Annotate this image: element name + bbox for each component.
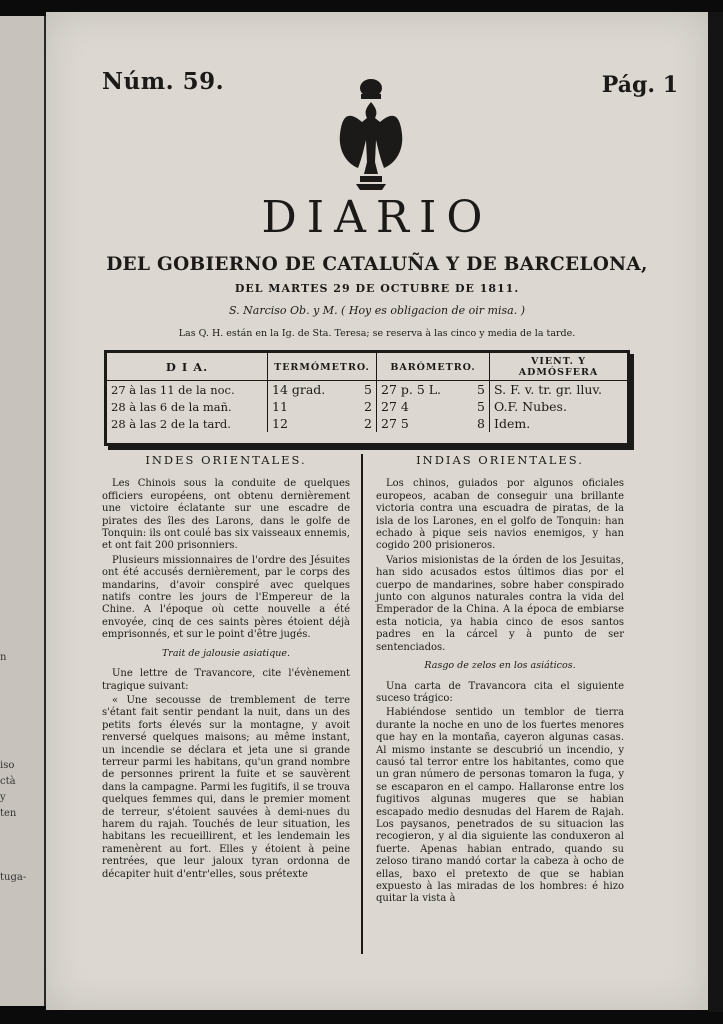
adjacent-page-fragment: ten xyxy=(0,808,17,819)
cell-termometro xyxy=(268,415,377,432)
spanish-heading: INDIAS ORIENTALES. xyxy=(416,453,584,467)
baro-value: 27 p. 5 L. xyxy=(381,382,442,397)
cell-viento: O.F. Nubes. xyxy=(494,399,567,414)
french-paragraph: Une lettre de Travancore, cite l'évènement tragique suivant: xyxy=(102,668,350,692)
cell-dia: 27 à las 11 de la noc. xyxy=(107,381,268,399)
term-fraction: 2 xyxy=(364,399,372,414)
cell-termometro xyxy=(268,398,377,415)
column-divider xyxy=(361,454,363,954)
adjacent-page xyxy=(0,16,46,1006)
spanish-paragraph: Los chinos, guiados por algunos oficiales europeos, acaban de conseguir una brillante victoria contra una escuadra de piratas, de la isla de los Larones, en el golfo de Tonquin: han echado à pique seis navios enemigos, y han cogido 200 prisioneros. xyxy=(376,478,624,552)
eagle-crest-icon xyxy=(336,72,406,200)
issue-number: Núm. 59. xyxy=(102,68,225,95)
adjacent-page-fragment: iso xyxy=(0,760,15,771)
baro-fraction: 5 xyxy=(477,399,485,414)
weather-table xyxy=(104,350,630,446)
term-value: 12 xyxy=(272,416,288,431)
french-paragraph: Plusieurs missionnaires de l'ordre des Jésuites ont été accusés dernièrement, par le corps des mandarins, d'avoir conspiré avec quelques natifs contre les jours de l'Empereur de la Chine. A l'époque où cette nouvelle a été envoyée, cinq de ces saints pères étoient déjà emprisonnés, et sur le point d'être jugés. xyxy=(102,554,350,641)
adjacent-page-fragment: ctà xyxy=(0,776,16,787)
column-header-dia: D I A. xyxy=(107,353,268,381)
french-heading: INDES ORIENTALES. xyxy=(145,453,307,467)
cell-dia: 28 à las 6 de la mañ. xyxy=(107,398,268,415)
spanish-paragraph: Varios misionistas de la órden de los Jesuitas, han sido acusados estos últimos dias por el cuerpo de mandarines, sobre haber conspirado junto con algunos naturales contra la vida del Emperador de la China. A la época de embiarse esta noticia, ya habia cinco de esos santos padres en la cárcel y à punto de ser sentenciados. xyxy=(376,554,624,653)
term-fraction: 5 xyxy=(364,382,372,397)
newspaper-page xyxy=(46,12,708,1010)
french-paragraph: « Une secousse de tremblement de terre s'étant fait sentir pendant la nuit, dans un des petits forts élevés sur la montagne, y avoit renversé quelques maisons; au même instant, un incendie se déclara et jeta une si grande terreur parmi les habitans, qu'un grand nombre de personnes prirent la fuite et se sauvèrent dans la campagne. Parmi les fugitifs, il se trouva quelques femmes qui, dans le premier moment de terreur, s'étoient sauvées à demi-nues du harem du rajah. Touchés de leur situation, les habitans les recueillirent, et les lendemain les ramenèrent au fort. Elles y étoient à peine rentrées, que leur jaloux tyran ordonna de décapiter huit d'entr'elles, sous prétexte xyxy=(102,694,350,880)
french-column xyxy=(102,454,350,883)
baro-fraction: 5 xyxy=(477,382,485,397)
issue-date: DEL MARTES 29 DE OCTUBRE DE 1811. xyxy=(234,282,520,295)
adjacent-page-fragment: y xyxy=(0,792,6,803)
cell-barometro xyxy=(377,398,490,415)
cell-termometro xyxy=(268,381,377,399)
cell-barometro xyxy=(377,415,490,432)
spanish-subheading: Rasgo de zelos en los asiáticos. xyxy=(424,660,576,672)
adjacent-page-fragment: tuga- xyxy=(0,872,27,883)
masthead-subtitle: DEL GOBIERNO DE CATALUÑA Y DE BARCELONA, xyxy=(106,254,648,275)
term-value: 11 xyxy=(272,399,288,414)
french-subheading: Trait de jalousie asiatique. xyxy=(161,647,291,659)
term-fraction: 2 xyxy=(364,416,372,431)
baro-fraction: 8 xyxy=(477,416,485,431)
spanish-paragraph: Una carta de Travancora cita el siguiente suceso trágico: xyxy=(376,680,624,704)
french-paragraph: Les Chinois sous la conduite de quelques officiers européens, ont obtenu dernièrement une victoire éclatante sur une escadre de pirates des îles des Larons, dans le golfe de Tonquin: ils ont coulé bas six vaisseaux ennemis, et ont fait 200 prisonniers. xyxy=(102,478,350,552)
table-row xyxy=(107,415,627,432)
table-row xyxy=(107,398,627,415)
weather-table-header xyxy=(107,353,627,381)
cell-viento: Idem. xyxy=(494,416,531,431)
page-number: Pág. 1 xyxy=(601,72,678,98)
column-header-viento: VIENT. Y ADMÓSFERA xyxy=(490,353,628,381)
cell-viento: S. F. v. tr. gr. lluv. xyxy=(494,382,602,397)
saint-of-day: S. Narciso Ob. y M. ( Hoy es obligacion de oir misa. ) xyxy=(229,304,525,317)
forty-hours-notice: Las Q. H. están en la Ig. de Sta. Teresa; se reserva à las cinco y media de la tarde. xyxy=(178,328,576,339)
masthead-title: DIARIO xyxy=(261,192,493,243)
adjacent-page-fragment: n xyxy=(0,652,7,663)
term-value: 14 grad. xyxy=(272,382,326,397)
spanish-column xyxy=(376,454,624,908)
table-row xyxy=(107,381,627,399)
column-header-barometro: BARÓMETRO. xyxy=(377,353,490,381)
baro-value: 27 4 xyxy=(381,399,409,414)
book-edge xyxy=(708,12,723,1012)
spanish-paragraph: Habiéndose sentido un temblor de tierra durante la noche en uno de los fuertes menores que hay en la montaña, cayeron algunas casas. Al mismo instante se descubrió un incendio, y causó tal terror entre los habitantes, como que un gran número de personas tomaron la fuga, y se escaparon en el campo. Hallaronse entre los fugitivos algunas mugeres que se habian escapado medio desnudas del Harem de Rajah. Los paysanos, penetrados de su situacion las recogieron, y al dia siguiente las conduxeron al fuerte. Apenas habian entrado, quando su zeloso tirano mandó cortar la cabeza à ocho de ellas, baxo el pretexto de que se habian expuesto à las miradas de los hombres: é hizo quitar la vista à xyxy=(376,707,624,905)
cell-dia: 28 à las 2 de la tard. xyxy=(107,415,268,432)
cell-barometro xyxy=(377,381,490,399)
column-header-termometro: TERMÓMETRO. xyxy=(268,353,377,381)
baro-value: 27 5 xyxy=(381,416,409,431)
